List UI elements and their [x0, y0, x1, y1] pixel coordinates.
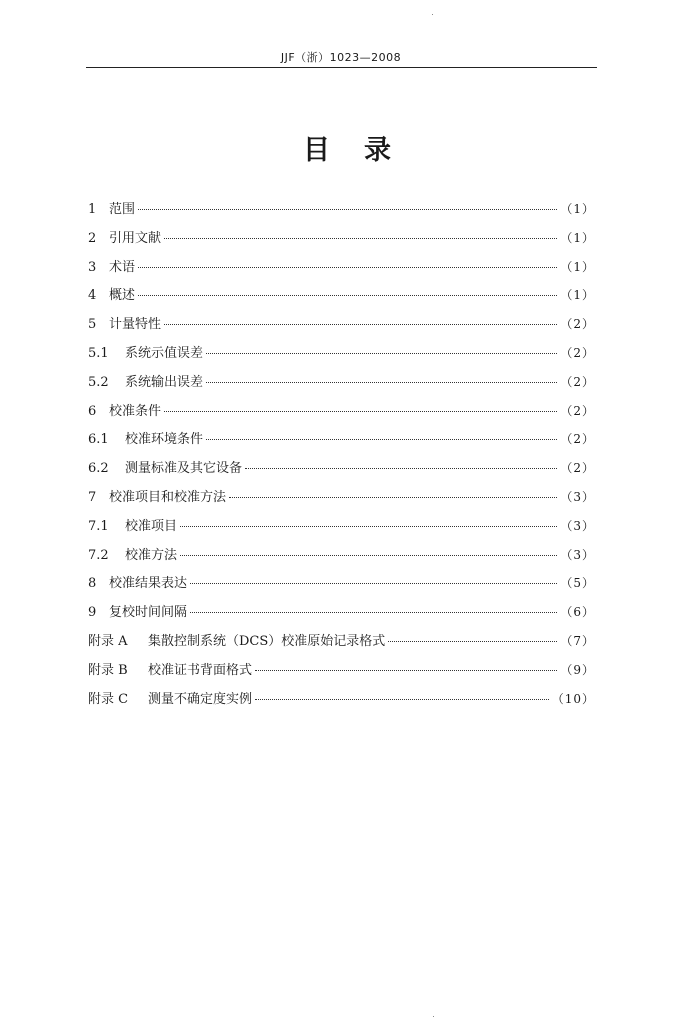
dot-leader: [180, 525, 557, 527]
toc-entry-number: 4: [88, 288, 97, 304]
toc-entry-number: 6.1: [88, 432, 109, 448]
dot-leader: [245, 467, 557, 469]
toc-entry-number: 2: [88, 230, 97, 246]
toc-entry-number: 7.1: [88, 518, 109, 534]
dot-leader: [255, 698, 549, 700]
toc-entry-label: 计量特性: [109, 317, 162, 333]
dot-leader: [164, 410, 557, 412]
toc-entry-label: 校准证书背面格式: [148, 662, 253, 678]
scan-speck: [433, 1016, 434, 1017]
toc-entry-label: 引用文献: [109, 230, 162, 246]
toc-entry-label: 复校时间间隔: [109, 605, 188, 621]
toc-entry-page: （2）: [560, 345, 595, 360]
toc-entry-label: 校准项目和校准方法: [109, 489, 227, 505]
toc-entry-page: （3）: [560, 518, 595, 533]
dot-leader: [206, 381, 557, 383]
toc-entry[interactable]: [88, 601, 595, 630]
dot-leader: [138, 266, 557, 268]
toc-entry-label: 系统输出误差: [125, 374, 204, 390]
toc-entry[interactable]: [88, 544, 595, 573]
dot-leader: [164, 237, 557, 239]
dot-leader: [388, 640, 557, 642]
toc-entry-label: 概述: [109, 288, 136, 304]
toc-entry[interactable]: [88, 256, 595, 285]
toc-entry-number: 1: [88, 202, 97, 217]
dot-leader: [190, 582, 557, 584]
toc-entry-number: 附录 B: [88, 662, 128, 678]
dot-leader: [206, 438, 557, 440]
toc-entry[interactable]: [88, 572, 595, 601]
dot-leader: [138, 294, 557, 296]
toc-entry-page: （10）: [551, 691, 595, 706]
toc-entry-number: 5.1: [88, 345, 109, 361]
standard-code: JJF（浙）1023—2008: [280, 51, 402, 64]
toc-entry-page: （6）: [560, 605, 595, 620]
dot-leader: [229, 496, 557, 498]
toc-entry[interactable]: [88, 227, 595, 256]
toc-entry-label: 校准方法: [125, 547, 178, 563]
toc-entry-number: 附录 A: [88, 633, 128, 649]
toc-entry-page: （3）: [560, 489, 595, 504]
toc-entry-page: （1）: [560, 259, 595, 274]
toc-entry-page: （2）: [560, 432, 595, 447]
dot-leader: [206, 352, 557, 354]
toc-entry-number: 附录 C: [88, 691, 129, 707]
toc-entry[interactable]: [88, 659, 595, 688]
toc-entry[interactable]: [88, 284, 595, 313]
toc-entry[interactable]: [88, 457, 595, 486]
toc-entry[interactable]: [88, 630, 595, 659]
toc-entry-page: （2）: [560, 403, 595, 418]
page-title: 目录: [303, 135, 425, 166]
toc-entry[interactable]: [88, 198, 595, 227]
dot-leader: [180, 554, 557, 556]
toc-entry-label: 术语: [109, 259, 136, 275]
toc-entry[interactable]: [88, 428, 595, 457]
toc-entry-number: 9: [88, 605, 97, 621]
toc-entry-label: 校准结果表达: [109, 576, 188, 592]
toc-entry-label: 范围: [109, 202, 136, 217]
toc-entry-number: 6.2: [88, 461, 109, 477]
toc-entry[interactable]: [88, 400, 595, 429]
toc-entry-page: （1）: [560, 202, 595, 216]
toc-entry-label: 校准项目: [125, 518, 178, 534]
toc-entry-number: 7.2: [88, 547, 109, 563]
toc-entry[interactable]: [88, 486, 595, 515]
dot-leader: [190, 611, 557, 613]
dot-leader: [255, 669, 557, 671]
toc-entry-page: （2）: [560, 461, 595, 476]
toc-entry-number: 5.2: [88, 374, 109, 390]
toc-entry[interactable]: [88, 688, 595, 717]
dot-leader: [138, 208, 557, 210]
scan-speck: [432, 14, 433, 15]
toc-entry[interactable]: [88, 515, 595, 544]
toc-entry-page: （1）: [560, 288, 595, 303]
toc-entry[interactable]: [88, 313, 595, 342]
toc-entry-number: 5: [88, 317, 97, 333]
toc-entry-label: 测量标准及其它设备: [125, 461, 243, 477]
dot-leader: [164, 323, 557, 325]
toc-entry-page: （1）: [560, 230, 595, 245]
toc-entry-page: （3）: [560, 547, 595, 562]
toc-entry-label: 校准条件: [109, 403, 162, 419]
toc-entry-number: 7: [88, 489, 97, 505]
toc-entry-number: 8: [88, 576, 97, 592]
toc-entry-page: （2）: [560, 374, 595, 389]
toc-entry[interactable]: [88, 371, 595, 400]
toc-entry-label: 系统示值误差: [125, 345, 204, 361]
toc-entry-page: （7）: [560, 633, 595, 648]
toc-entry-label: 集散控制系统（DCS）校准原始记录格式: [148, 633, 386, 649]
toc-entry-label: 校准环境条件: [125, 432, 204, 448]
toc-entry-page: （9）: [560, 662, 595, 677]
toc-entry-number: 3: [88, 259, 97, 275]
table-of-contents: [88, 198, 595, 716]
toc-entry[interactable]: [88, 342, 595, 371]
toc-entry-label: 测量不确定度实例: [148, 691, 253, 707]
header-rule: [86, 67, 597, 68]
toc-entry-page: （5）: [560, 576, 595, 591]
toc-entry-page: （2）: [560, 317, 595, 332]
toc-entry-number: 6: [88, 403, 97, 419]
